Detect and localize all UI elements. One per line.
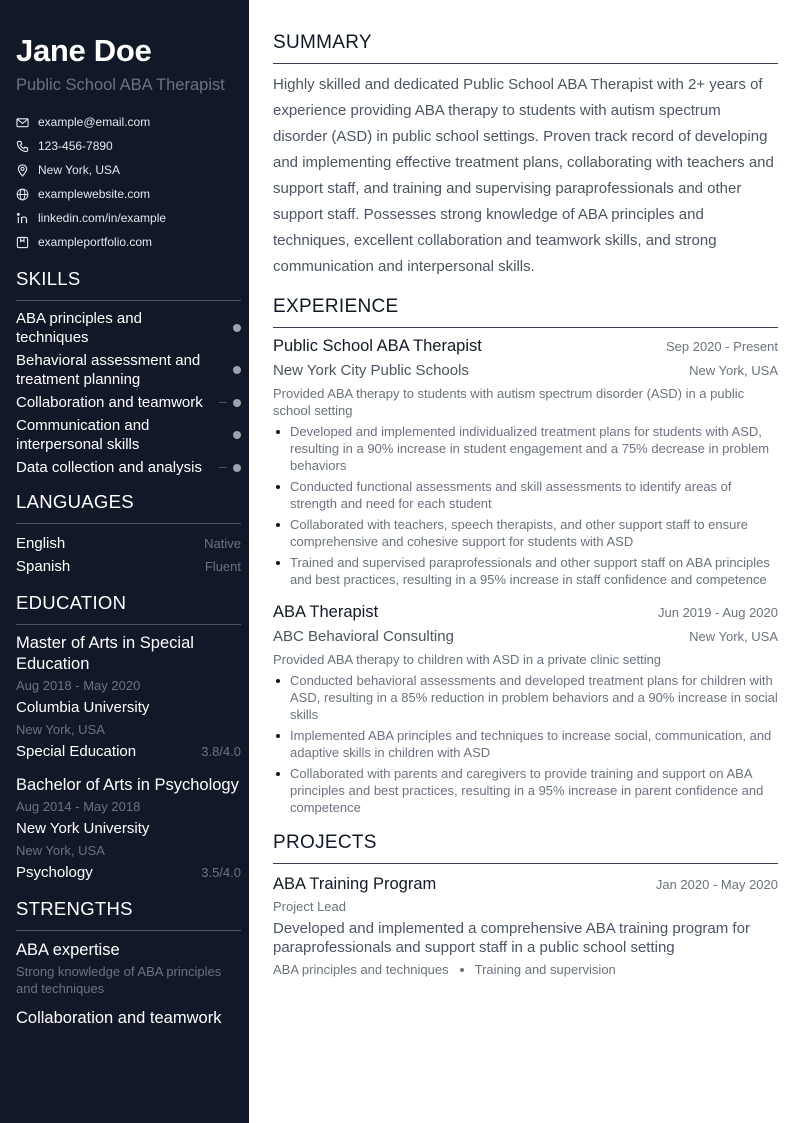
languages-list: [16, 532, 241, 578]
job-title: ABA Therapist: [273, 603, 379, 621]
linkedin-icon: [16, 211, 38, 225]
project-tags: [273, 960, 778, 980]
skill-dot: [233, 366, 241, 374]
education-location: New York, USA: [16, 722, 105, 737]
education-school: Columbia University: [16, 699, 150, 716]
skill-label: Data collection and analysis: [16, 459, 202, 476]
skill-level: [211, 366, 241, 374]
sidebar: [0, 0, 249, 1123]
skill-item: [16, 393, 241, 412]
job-bullet: Trained and supervised paraprofessionals and other support staff on ABA principles and best practices, resulting in a 95% increase in staff confidence and competence: [273, 554, 778, 588]
education-degree: Bachelor of Arts in Psychology: [16, 776, 239, 794]
education-dates: Aug 2018 - May 2020: [16, 678, 141, 693]
strength-item: [16, 939, 241, 997]
skill-level: [202, 464, 241, 472]
summary-text: Highly skilled and dedicated Public School ABA Therapist with 2+ years of experience providing ABA therapy to students with autism spectrum disorder (ASD) in public school settings. Proven track record of developing and implementing effective treatment plans, collaborating with teachers and support staff, and training and supervising paraprofessionals and other support staff. Possesses strong knowledge of ABA principles and techniques, excellent collaboration and teamwork skills, and strong communication and interpersonal skills.: [273, 76, 774, 275]
education-field-row: [16, 862, 241, 884]
mail-icon: [16, 115, 38, 129]
strength-title: ABA expertise: [16, 941, 120, 959]
contact-location: [16, 158, 241, 182]
job-bullet: Collaborated with teachers, speech therapists, and other support staff to ensure comprehensive and cohesive support for students with ASD: [273, 516, 778, 550]
main-content: [273, 30, 778, 980]
experience-heading: EXPERIENCE: [273, 294, 778, 328]
job-bullet: Collaborated with parents and caregivers to provide training and support on ABA principles and best practices, resulting in a 95% increase in parent confidence and competence: [273, 765, 778, 816]
summary-heading: SUMMARY: [273, 30, 778, 64]
contact-linkedin-text: linkedin.com/in/example: [38, 211, 167, 225]
project-tag: ABA principles and techniques: [273, 962, 449, 977]
skill-dash: [219, 402, 227, 403]
contact-list: [16, 110, 241, 254]
education-heading: EDUCATION: [16, 590, 241, 625]
job-company: ABC Behavioral Consulting: [273, 628, 454, 645]
projects-heading: PROJECTS: [273, 830, 778, 864]
job-company-row: [273, 359, 778, 383]
strength-desc: Strong knowledge of ABA principles and techniques: [16, 964, 222, 996]
job-description: Provided ABA therapy to children with ASD in a private clinic setting: [273, 652, 662, 667]
experience-section: [273, 294, 778, 816]
contact-linkedin[interactable]: [16, 206, 241, 230]
job-dates: Jun 2019 - Aug 2020: [658, 605, 778, 620]
languages-heading: LANGUAGES: [16, 489, 241, 524]
language-name: English: [16, 535, 66, 552]
contact-email[interactable]: [16, 110, 241, 134]
tag-separator-dot: [460, 968, 464, 972]
job-title-row: [273, 600, 778, 625]
project-role: Project Lead: [273, 899, 346, 914]
job-bullet: Developed and implemented individualized treatment plans for students with ASD, resulting in a 90% increase in student engagement and a 75% decrease in problem behaviors: [273, 423, 778, 474]
job-title: Public School ABA Therapist: [273, 337, 482, 355]
skills-heading: SKILLS: [16, 266, 241, 301]
strength-title: Collaboration and teamwork: [16, 1009, 222, 1027]
portfolio-icon: [16, 235, 38, 249]
project-tag: Training and supervision: [474, 962, 616, 977]
globe-icon: [16, 187, 38, 201]
skill-item: [16, 416, 241, 454]
education-degree: Master of Arts in Special Education: [16, 634, 194, 673]
skill-dot: [233, 324, 241, 332]
skill-level: [203, 399, 241, 407]
job-bullet: Implemented ABA principles and techniques to increase social, communication, and adaptive skills in children with ASD: [273, 727, 778, 761]
education-item: [16, 633, 241, 763]
candidate-name: Jane Doe: [16, 33, 152, 68]
language-level: Native: [204, 536, 241, 551]
job-title-row: [273, 334, 778, 359]
job-description: Provided ABA therapy to students with autism spectrum disorder (ASD) in a public school setting: [273, 386, 745, 418]
job-bullet: Conducted functional assessments and skill assessments to identify areas of strength and need for each student: [273, 478, 778, 512]
job-location: New York, USA: [689, 363, 778, 378]
job-bullets: [273, 672, 778, 816]
project-item: [273, 872, 778, 980]
contact-location-text: New York, USA: [38, 163, 121, 177]
contact-email-text: example@email.com: [38, 115, 151, 129]
language-name: Spanish: [16, 558, 71, 575]
experience-item: [273, 600, 778, 816]
experience-item: [273, 334, 778, 588]
project-dates: Jan 2020 - May 2020: [655, 877, 778, 892]
contact-phone[interactable]: [16, 134, 241, 158]
summary-section: [273, 30, 778, 280]
job-dates: Sep 2020 - Present: [665, 339, 778, 354]
contact-website-text: examplewebsite.com: [38, 187, 151, 201]
education-school: New York University: [16, 820, 150, 837]
skill-label: Communication and interpersonal skills: [16, 417, 150, 453]
education-location: New York, USA: [16, 843, 105, 858]
skill-dot: [233, 431, 241, 439]
language-item: [16, 532, 241, 555]
job-company: New York City Public Schools: [273, 362, 469, 379]
skill-item: [16, 309, 241, 347]
skill-level: [211, 324, 241, 332]
language-item: [16, 555, 241, 578]
job-bullets: [273, 423, 778, 588]
skill-item: [16, 458, 241, 477]
job-company-row: [273, 625, 778, 649]
education-gpa: 3.8/4.0: [201, 744, 241, 759]
skill-label: Behavioral assessment and treatment planning: [16, 352, 201, 388]
location-icon: [16, 163, 38, 177]
contact-portfolio-text: exampleportfolio.com: [38, 235, 153, 249]
education-field: Psychology: [16, 864, 93, 881]
skill-dot: [233, 399, 241, 407]
language-level: Fluent: [204, 559, 241, 574]
education-dates: Aug 2014 - May 2018: [16, 799, 141, 814]
candidate-role: Public School ABA Therapist: [16, 76, 225, 94]
project-description: Developed and implemented a comprehensive ABA training program for paraprofessionals and support staff in a public school setting: [273, 920, 750, 956]
job-location: New York, USA: [689, 629, 778, 644]
education-field: Special Education: [16, 743, 137, 760]
skill-item: [16, 351, 241, 389]
projects-section: [273, 830, 778, 980]
skill-dash: [219, 467, 227, 468]
education-item: [16, 775, 241, 884]
strength-item: [16, 1007, 241, 1029]
contact-portfolio[interactable]: [16, 230, 241, 254]
phone-icon: [16, 139, 38, 153]
skill-label: Collaboration and teamwork: [16, 394, 203, 411]
project-title-row: [273, 872, 778, 897]
contact-website[interactable]: [16, 182, 241, 206]
skill-dot: [233, 464, 241, 472]
education-gpa: 3.5/4.0: [201, 865, 241, 880]
job-bullet: Conducted behavioral assessments and developed treatment plans for children with ASD, resulting in a 85% reduction in problem behaviors and a 90% increase in social skills: [273, 672, 778, 723]
skill-label: ABA principles and techniques: [16, 310, 142, 346]
project-title: ABA Training Program: [273, 875, 437, 893]
contact-phone-text: 123-456-7890: [38, 139, 113, 153]
education-field-row: [16, 741, 241, 763]
skill-level: [211, 431, 241, 439]
strengths-heading: STRENGTHS: [16, 896, 241, 931]
skills-list: [16, 309, 241, 477]
